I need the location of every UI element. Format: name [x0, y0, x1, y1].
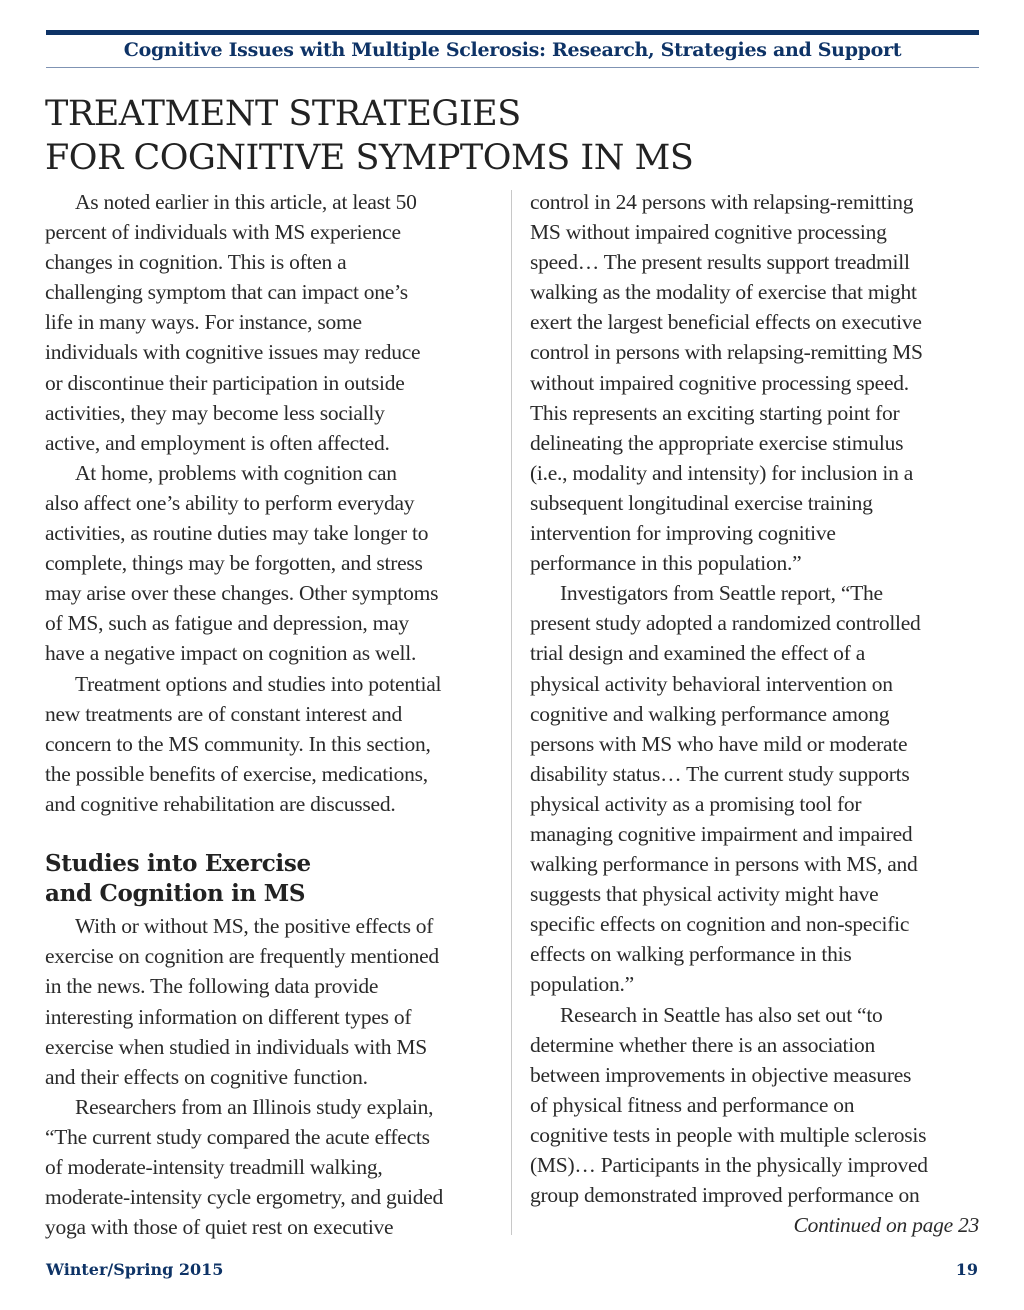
text-line: As noted earlier in this article, at least 50 [75, 190, 417, 214]
text-line: active, and employment is often affected. [45, 430, 390, 455]
text-line: physical activity behavioral intervention on [530, 671, 893, 696]
text-line: (i.e., modality and intensity) for inclusion in a [530, 460, 914, 485]
paragraph [45, 911, 495, 1092]
header-rule [46, 30, 979, 35]
left-body-before [45, 187, 495, 819]
paragraph [530, 187, 980, 578]
text-line: activities, as routine duties may take longer to [45, 521, 429, 546]
text-line: percent of individuals with MS experience [45, 220, 401, 245]
text-line: life in many ways. For instance, some [45, 310, 362, 335]
text-line: physical activity as a promising tool for [530, 791, 862, 816]
text-line: disability status… The current study supports [530, 761, 910, 786]
text-line: Treatment options and studies into potential [75, 671, 442, 696]
text-line: of physical fitness and performance on [530, 1092, 855, 1117]
text-line: also affect one’s ability to perform everyday [45, 490, 415, 515]
text-line: present study adopted a randomized controlled [530, 611, 921, 636]
text-line: performance in this population.” [530, 551, 802, 576]
text-line: Researchers from an Illinois study explain, [75, 1094, 434, 1119]
page-number: 19 [955, 1260, 978, 1279]
text-line: or discontinue their participation in outside [45, 370, 405, 395]
text-line: managing cognitive impairment and impaired [530, 821, 913, 846]
text-line: without impaired cognitive processing speed. [530, 370, 909, 395]
text-line: intervention for improving cognitive [530, 521, 836, 546]
text-line: of MS, such as fatigue and depression, may [45, 611, 409, 636]
right-column [530, 187, 980, 1240]
paragraph [45, 1092, 495, 1242]
paragraph [530, 1000, 980, 1211]
running-header: Cognitive Issues with Multiple Sclerosis: Research, Strategies and Support [123, 39, 902, 61]
text-line: “The current study compared the acute effects [45, 1124, 430, 1149]
text-line: delineating the appropriate exercise stimulus [530, 430, 904, 455]
text-line: With or without MS, the positive effects of [75, 914, 434, 939]
text-line: At home, problems with cognition can [75, 460, 397, 485]
text-line: yoga with those of quiet rest on executive [45, 1215, 394, 1240]
text-line: the possible benefits of exercise, medications, [45, 761, 428, 786]
subheading-line: and Cognition in MS [45, 880, 306, 908]
text-line: speed… The present results support treadmill [530, 250, 910, 275]
text-line: Research in Seattle has also set out “to [560, 1002, 883, 1027]
text-line: exercise on cognition are frequently mentioned [45, 944, 439, 969]
text-line: challenging symptom that can impact one’s [45, 280, 408, 305]
text-line: of moderate-intensity treadmill walking, [45, 1155, 383, 1179]
page-title [45, 92, 693, 180]
paragraph [45, 458, 495, 669]
text-line: changes in cognition. This is often a [45, 250, 347, 275]
text-line: between improvements in objective measures [530, 1062, 912, 1087]
text-line: have a negative impact on cognition as well. [45, 641, 417, 666]
text-line: (MS)… Participants in the physically improved [530, 1153, 928, 1177]
text-line: persons with MS who have mild or moderate [530, 731, 908, 756]
text-line: population.” [530, 972, 634, 997]
text-line: effects on walking performance in this [530, 942, 852, 967]
text-line: control in persons with relapsing-remitting MS [530, 340, 923, 365]
header-divider [46, 67, 979, 68]
text-line: interesting information on different types of [45, 1004, 412, 1029]
text-line: complete, things may be forgotten, and stress [45, 551, 423, 576]
text-line: suggests that physical activity might have [530, 882, 879, 907]
text-line: in the news. The following data provide [45, 974, 379, 999]
text-line: concern to the MS community. In this section, [45, 731, 431, 756]
left-body-after [45, 911, 495, 1242]
issue-label: Winter/Spring 2015 [46, 1260, 224, 1279]
text-line: moderate-intensity cycle ergometry, and guided [45, 1185, 444, 1210]
text-line: and their effects on cognitive function. [45, 1064, 368, 1089]
text-line: This represents an exciting starting point for [530, 400, 900, 425]
text-line: walking as the modality of exercise that might [530, 280, 917, 305]
section-subheading [45, 849, 495, 909]
text-line: cognitive tests in people with multiple sclerosis [530, 1122, 927, 1147]
text-line: may arise over these changes. Other symptoms [45, 581, 439, 606]
text-line: exert the largest beneficial effects on executive [530, 310, 922, 335]
paragraph [530, 578, 980, 999]
paragraph [45, 187, 495, 458]
text-line: specific effects on cognition and non-specific [530, 912, 910, 937]
text-line: trial design and examined the effect of a [530, 641, 865, 666]
text-line: MS without impaired cognitive processing [530, 220, 887, 245]
text-line: determine whether there is an association [530, 1032, 875, 1057]
continued-note: Continued on page 23 [793, 1213, 979, 1238]
text-line: walking performance in persons with MS, and [530, 852, 918, 877]
text-line: Investigators from Seattle report, “The [560, 581, 883, 606]
text-line: cognitive and walking performance among [530, 701, 890, 726]
text-line: new treatments are of constant interest and [45, 701, 402, 726]
subheading-line: Studies into Exercise [45, 850, 311, 878]
text-line: exercise when studied in individuals with MS [45, 1034, 427, 1059]
text-line: and cognitive rehabilitation are discussed. [45, 791, 396, 816]
text-line: group demonstrated improved performance on [530, 1183, 920, 1208]
paragraph [45, 669, 495, 819]
title-line: FOR COGNITIVE SYMPTOMS IN MS [45, 138, 694, 178]
right-body [530, 187, 980, 1210]
title-line: TREATMENT STRATEGIES [45, 94, 521, 134]
text-line: control in 24 persons with relapsing-remitting [530, 190, 914, 214]
column-divider [511, 190, 512, 1235]
text-line: individuals with cognitive issues may reduce [45, 340, 421, 365]
left-column [45, 187, 495, 1242]
text-line: subsequent longitudinal exercise training [530, 490, 873, 515]
text-line: activities, they may become less socially [45, 400, 385, 425]
